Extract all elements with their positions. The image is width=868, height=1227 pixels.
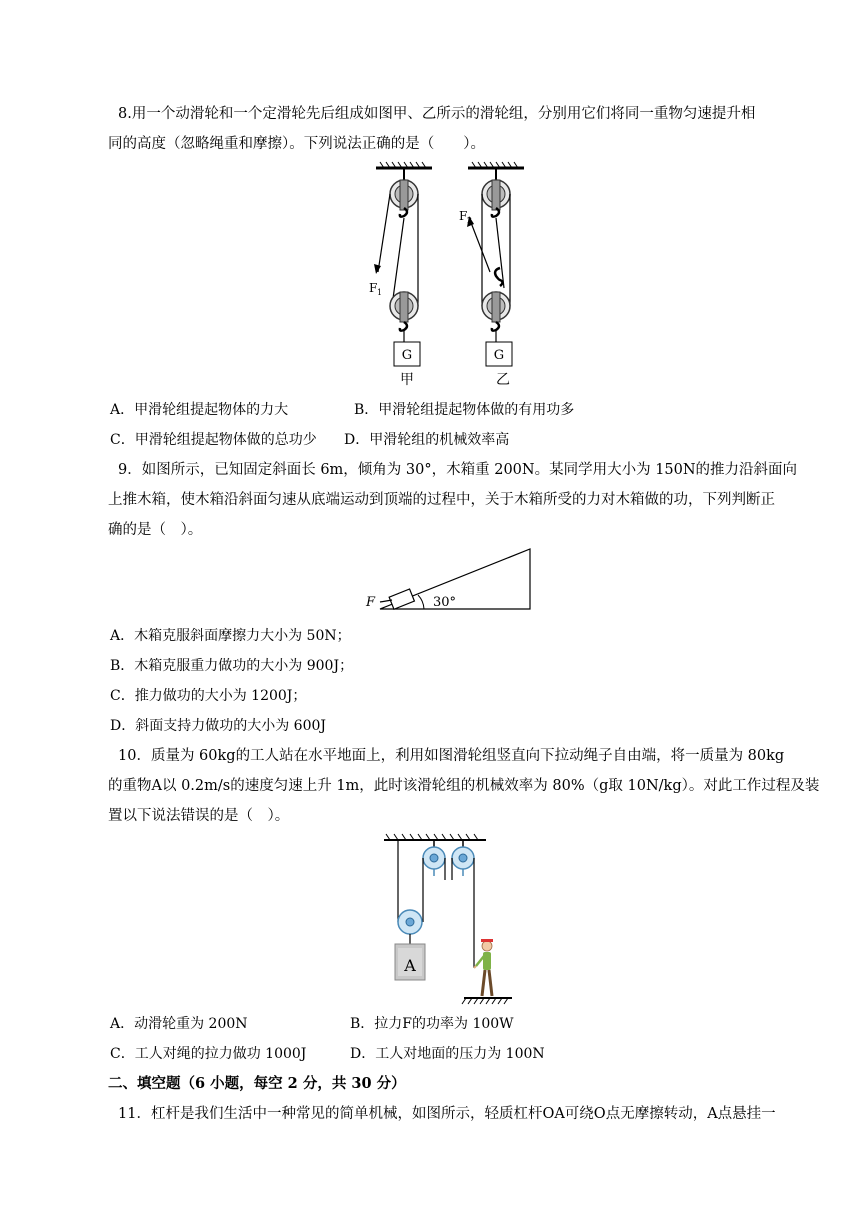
yi-weight-label: G [493,348,505,363]
q9-line-2: 上推木箱，使木箱沿斜面匀速从底端运动到顶端的过程中，关于木箱所受的力对木箱做的功，下列判断正 [108,492,775,508]
q10-line-2: 的重物A以 0.2m/s的速度匀速上升 1m，此时该滑轮组的机械效率为 80%（g取 10N/kg）。对此工作过程及装 [108,778,820,794]
jia-weight-label: G [401,348,413,363]
q8-pulley-figure [0,160,868,390]
q10-option-d: D．工人对地面的压力为 100N [350,1046,545,1062]
q9-line-3: 确的是（ ）。 [108,522,203,538]
f2-label: F [459,209,468,223]
q8-option-a: A．甲滑轮组提起物体的力大 [110,402,289,418]
q10-option-c: C．工人对绳的拉力做功 1000J [110,1046,307,1062]
q9-line-1: 9．如图所示，已知固定斜面长 6m，倾角为 30°，木箱重 200N。某同学用大小为 150N的推力沿斜面向 [118,462,798,478]
q9-incline-figure [0,540,868,620]
worker-figure [474,939,493,996]
q8-option-d: D．甲滑轮组的机械效率高 [344,432,510,448]
jia-label: 甲 [400,372,414,388]
q8-option-b: B．甲滑轮组提起物体做的有用功多 [354,402,575,418]
q9-option-b: B．木箱克服重力做功的大小为 900J； [110,658,354,674]
yi-label: 乙 [496,372,510,388]
q10-option-a: A．动滑轮重为 200N [110,1016,248,1032]
section-heading: 二、填空题（6 小题，每空 2 分，共 30 分） [108,1075,406,1092]
q9-option-c: C．推力做功的大小为 1200J； [110,688,307,704]
q10-option-b: B．拉力F的功率为 100W [350,1016,514,1032]
angle-label: 30° [433,595,457,610]
f2-subscript: 2 [467,216,473,225]
q8-line-1: 8.用一个动滑轮和一个定滑轮先后组成如图甲、乙所示的滑轮组，分别用它们将同一重物匀速提升相 [118,106,756,122]
pulley-system-jia [369,162,432,388]
force-f-label: F [366,595,376,610]
f1-subscript: 1 [377,288,383,297]
q10-pulley-figure [0,830,868,1005]
q8-option-c: C．甲滑轮组提起物体做的总功少 [110,432,317,448]
pulley-system-yi [459,162,524,388]
q8-line-2: 同的高度（忽略绳重和摩擦）。下列说法正确的是（ ）。 [108,136,485,152]
q10-line-3: 置以下说法错误的是（ ）。 [108,808,290,824]
block-a-label: A [404,956,416,975]
f1-label: F [369,281,378,295]
q10-line-1: 10．质量为 60kg的工人站在水平地面上，利用如图滑轮组竖直向下拉动绳子自由端，将一质量为 80kg [118,748,785,764]
q9-option-a: A．木箱克服斜面摩擦力大小为 50N； [110,628,351,644]
q11-line-1: 11．杠杆是我们生活中一种常见的简单机械，如图所示，轻质杠杆OA可绕O点无摩擦转动，A点悬挂一 [118,1106,776,1122]
q9-option-d: D．斜面支持力做功的大小为 600J [110,718,327,734]
